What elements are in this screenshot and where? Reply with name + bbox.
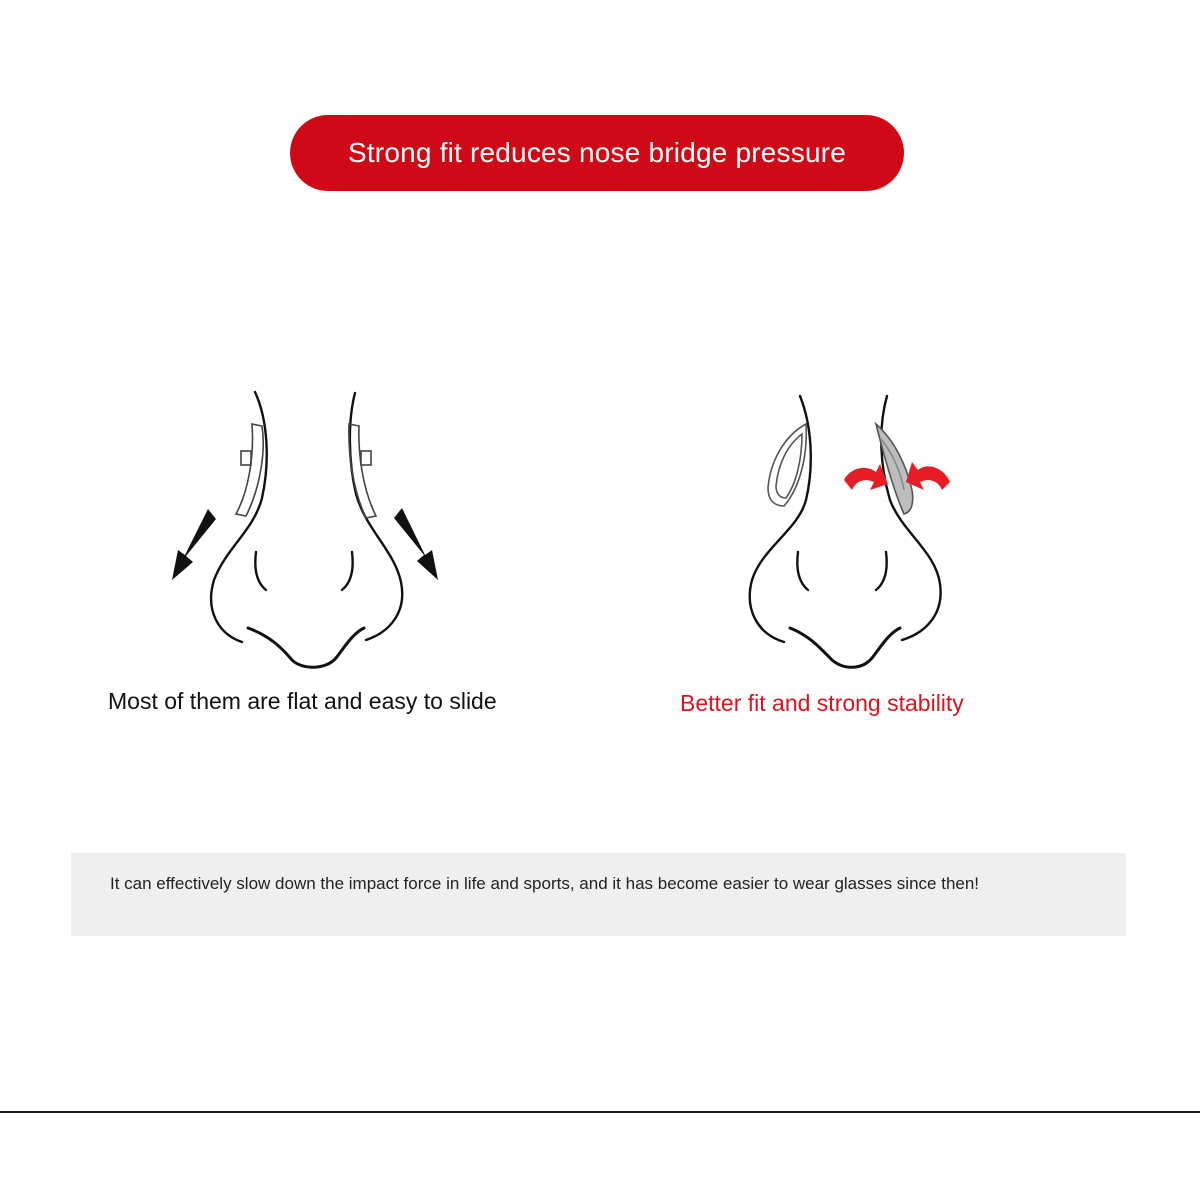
title-banner bbox=[290, 115, 904, 191]
note-box bbox=[71, 853, 1126, 936]
note-text: It can effectively slow down the impact force in life and sports, and it has become easier to wear glasses since then! bbox=[110, 874, 980, 893]
arrow-down-right-icon bbox=[394, 508, 438, 580]
fitted-nose-pad-diagram bbox=[730, 380, 970, 680]
arrow-down-left-icon bbox=[172, 509, 216, 580]
bottom-divider bbox=[0, 1111, 1200, 1113]
nose-outline bbox=[750, 396, 941, 667]
nose-pad-left bbox=[236, 424, 263, 516]
nose-pad-left bbox=[768, 424, 806, 506]
nose-outline bbox=[211, 392, 402, 667]
title-text: Strong fit reduces nose bridge pressure bbox=[347, 137, 847, 168]
caption-better-fit: Better fit and strong stability bbox=[680, 690, 964, 716]
curved-arrow-icon-right bbox=[906, 462, 950, 490]
flat-nose-pad-diagram bbox=[150, 380, 470, 680]
curved-arrow-icon bbox=[844, 464, 888, 490]
caption-flat-pads: Most of them are flat and easy to slide bbox=[108, 688, 497, 714]
